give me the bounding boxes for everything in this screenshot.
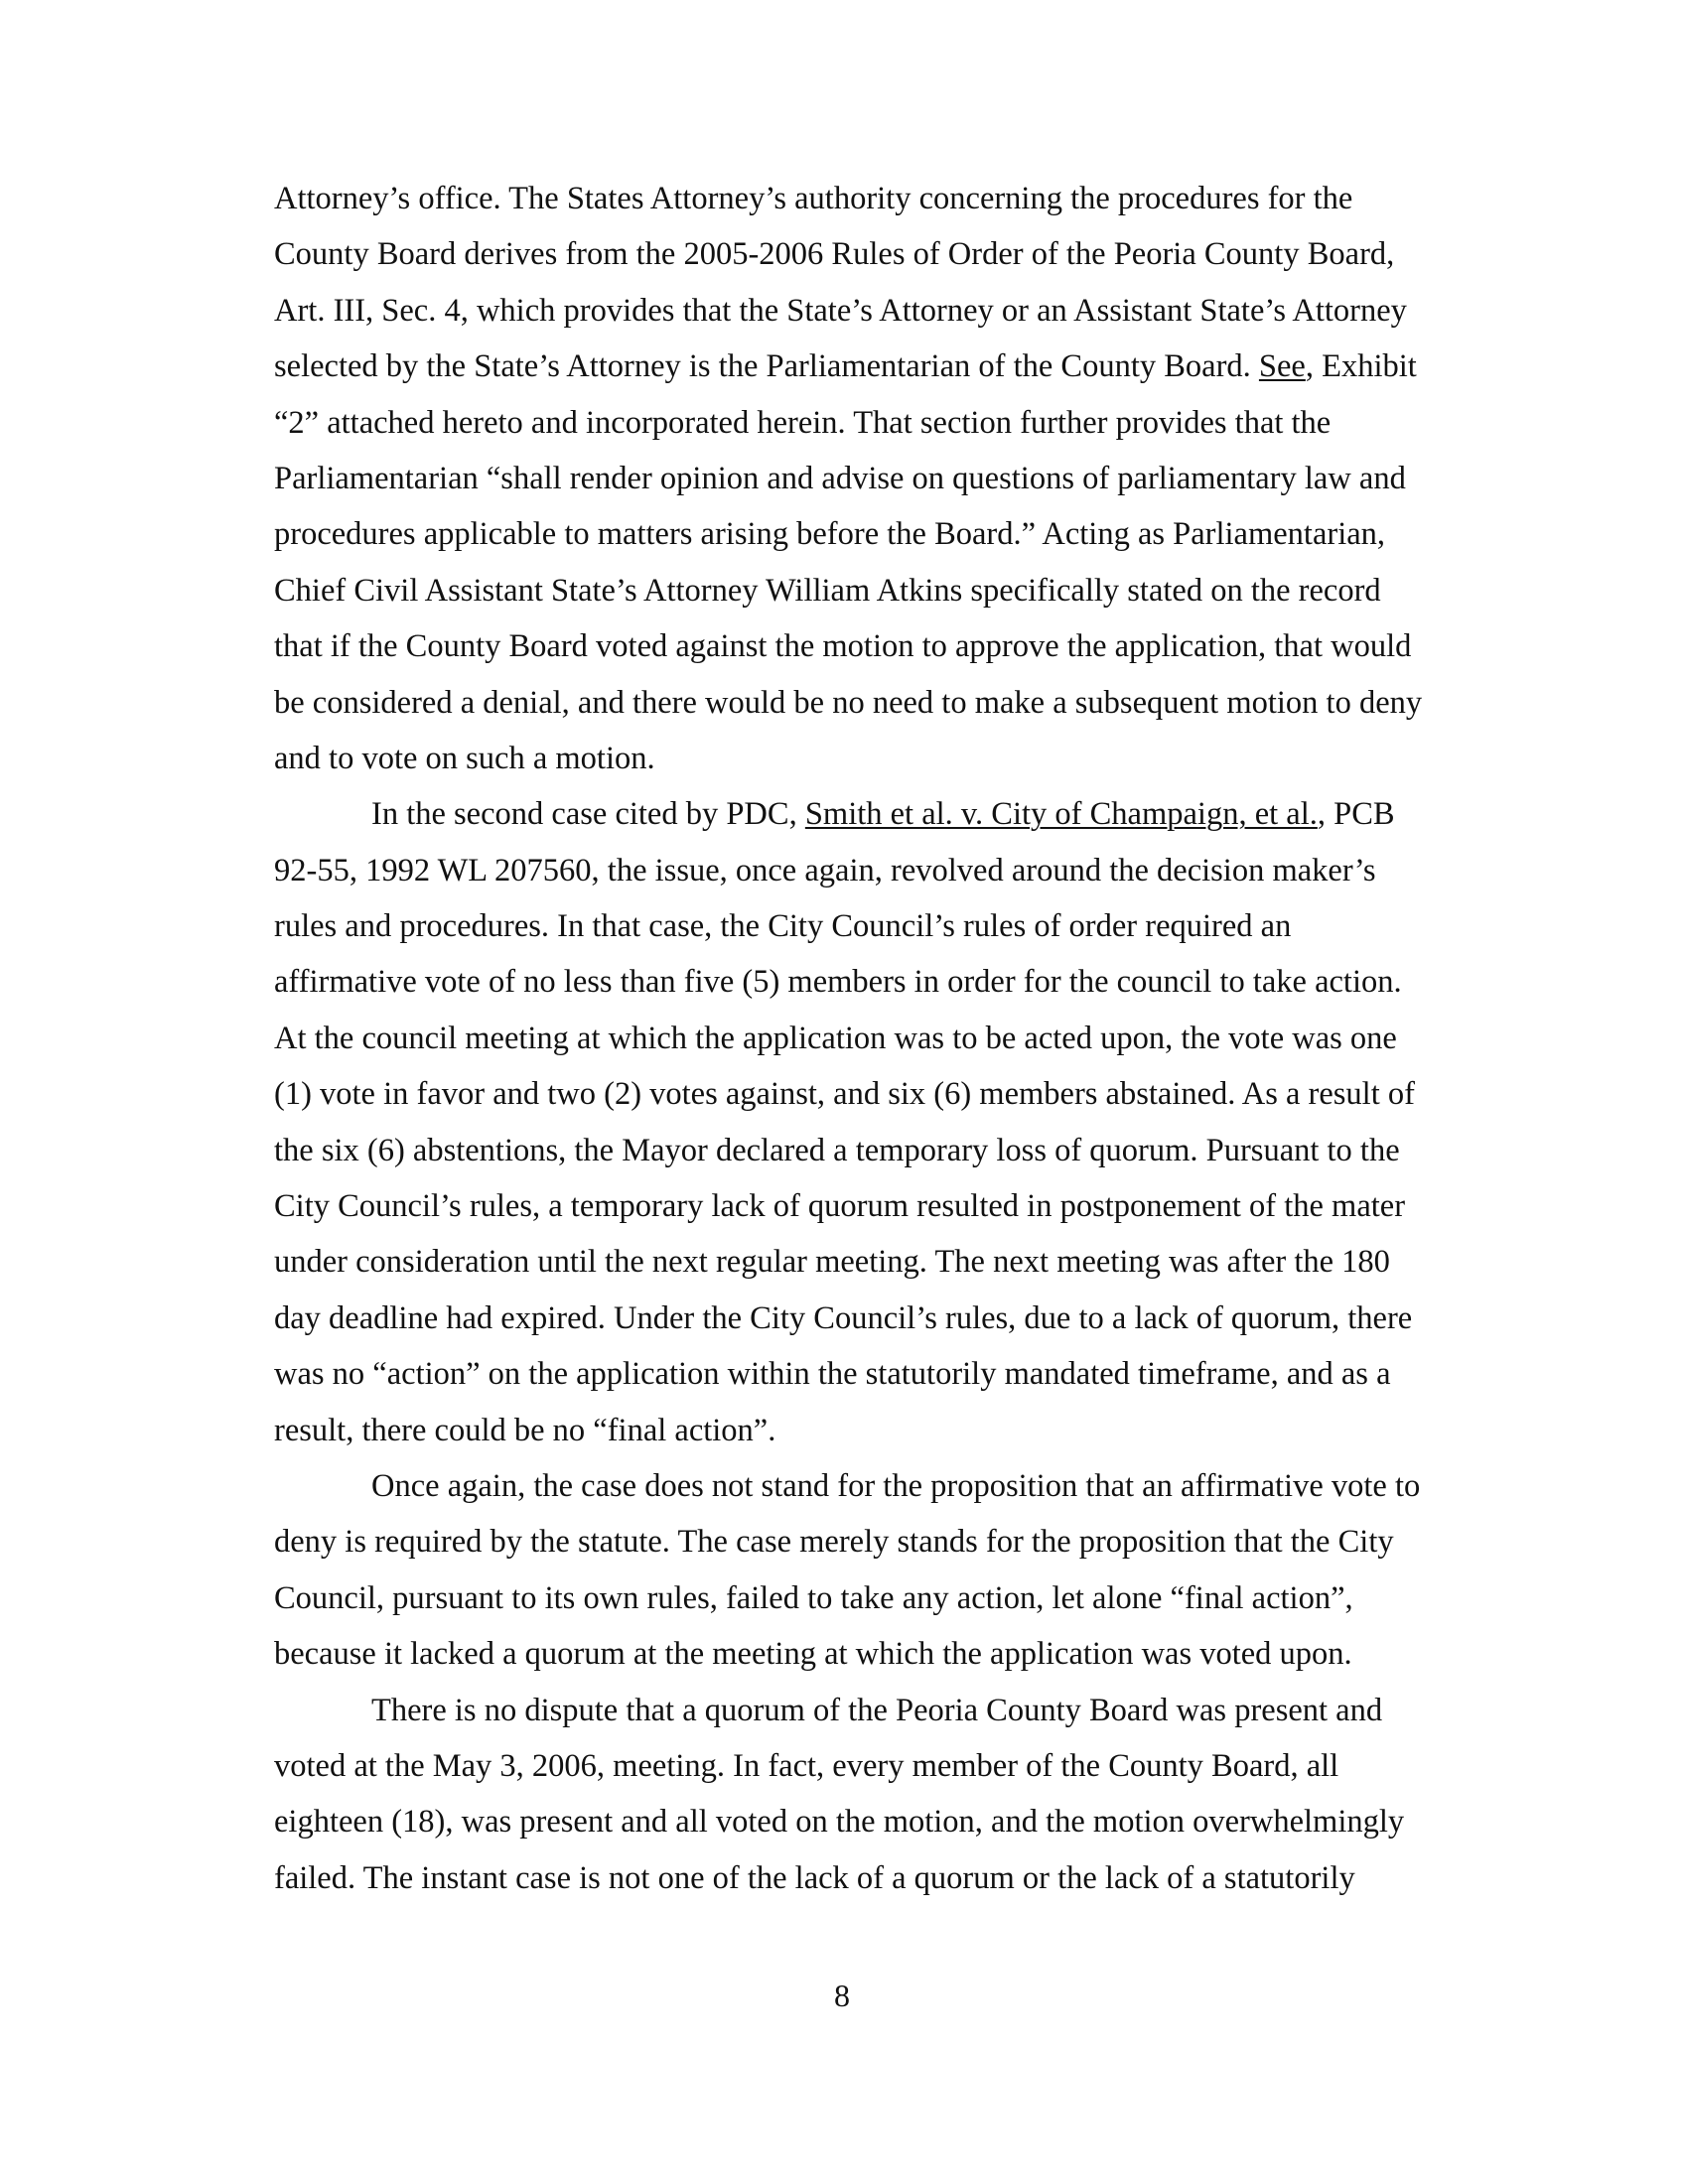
text-segment: result, there could be no “final action”. (274, 1412, 776, 1448)
text-segment: eighteen (18), was present and all voted on the motion, and the motion overwhelmingly (274, 1804, 1405, 1841)
text-segment: Once again, the case does not stand for the proposition that an affirmative vote to (371, 1467, 1421, 1504)
text-segment: There is no dispute that a quorum of the Peoria County Board was present and (371, 1692, 1383, 1728)
text-line (274, 1626, 1446, 1682)
text-segment: under consideration until the next regular meeting. The next meeting was after the 180 (274, 1244, 1390, 1281)
text-line (274, 1570, 1446, 1626)
body-text (274, 171, 1446, 1906)
text-line (274, 1458, 1446, 1514)
text-segment: Art. III, Sec. 4, which provides that the State’s Attorney or an Assistant State’s Attorney (274, 292, 1407, 329)
text-segment: selected by the State’s Attorney is the Parliamentarian of the County Board. (274, 348, 1259, 385)
text-segment: Council, pursuant to its own rules, failed to take any action, let alone “final action”, (274, 1579, 1353, 1616)
text-segment: the six (6) abstentions, the Mayor declared a temporary loss of quorum. Pursuant to the (274, 1132, 1400, 1168)
text-line (274, 731, 1446, 786)
text-segment: affirmative vote of no less than five (5) members in order for the council to take action. (274, 964, 1402, 1001)
text-line (274, 395, 1446, 451)
text-line (274, 1683, 1446, 1738)
text-segment: voted at the May 3, 2006, meeting. In fact, every member of the County Board, all (274, 1747, 1339, 1784)
text-line (274, 451, 1446, 506)
text-segment: “2” attached hereto and incorporated herein. That section further provides that the (274, 404, 1332, 441)
text-line (274, 1291, 1446, 1346)
text-segment: 92-55, 1992 WL 207560, the issue, once again, revolved around the decision maker’s (274, 852, 1376, 888)
text-line (274, 226, 1446, 282)
text-line (274, 618, 1446, 674)
text-line (274, 1234, 1446, 1290)
text-segment: day deadline had expired. Under the City Council’s rules, due to a lack of quorum, there (274, 1299, 1413, 1336)
text-line (274, 563, 1446, 618)
text-line (274, 843, 1446, 898)
text-line (274, 675, 1446, 731)
underlined-citation: Smith et al. v. City of Champaign, et al. (804, 796, 1318, 833)
underlined-citation: See (1258, 348, 1306, 385)
text-segment: , PCB (1317, 796, 1395, 833)
text-segment: because it lacked a quorum at the meeting at which the application was voted upon. (274, 1636, 1352, 1673)
text-segment: Parliamentarian “shall render opinion and advise on questions of parliamentary law and (274, 460, 1406, 496)
text-segment: was no “action” on the application within the statutorily mandated timeframe, and as a (274, 1356, 1391, 1393)
text-line (274, 1403, 1446, 1458)
text-segment: rules and procedures. In that case, the City Council’s rules of order required an (274, 908, 1292, 945)
text-line (274, 1346, 1446, 1402)
text-segment: deny is required by the statute. The case merely stands for the proposition that the City (274, 1524, 1394, 1561)
text-line (274, 1178, 1446, 1234)
text-segment: At the council meeting at which the application was to be acted upon, the vote was one (274, 1020, 1397, 1056)
text-segment: failed. The instant case is not one of the lack of a quorum or the lack of a statutorily (274, 1859, 1355, 1896)
text-line (274, 283, 1446, 339)
text-line (274, 1514, 1446, 1570)
text-line (274, 1011, 1446, 1066)
text-line (274, 506, 1446, 562)
text-line (274, 898, 1446, 954)
text-line (274, 1123, 1446, 1178)
text-line (274, 1794, 1446, 1849)
text-segment: Chief Civil Assistant State’s Attorney William Atkins specifically stated on the record (274, 572, 1381, 609)
text-line (274, 1850, 1446, 1906)
text-segment: (1) vote in favor and two (2) votes against, and six (6) members abstained. As a result of (274, 1076, 1415, 1113)
text-segment: that if the County Board voted against the motion to approve the application, that would (274, 628, 1412, 665)
text-segment: , Exhibit (1305, 348, 1417, 385)
text-segment: County Board derives from the 2005-2006 Rules of Order of the Peoria County Board, (274, 236, 1395, 273)
text-line (274, 954, 1446, 1010)
text-line (274, 1738, 1446, 1794)
text-segment: and to vote on such a motion. (274, 740, 655, 776)
text-segment: procedures applicable to matters arising before the Board.” Acting as Parliamentarian, (274, 516, 1386, 553)
text-line (274, 1066, 1446, 1122)
text-segment: Attorney’s office. The States Attorney’s authority concerning the procedures for the (274, 181, 1353, 216)
page-number: 8 (834, 1978, 850, 2013)
text-segment: In the second case cited by PDC, (371, 796, 805, 833)
text-segment: be considered a denial, and there would be no need to make a subsequent motion to deny (274, 684, 1423, 721)
text-segment: City Council’s rules, a temporary lack of quorum resulted in postponement of the mater (274, 1188, 1406, 1225)
text-line (274, 171, 1446, 226)
text-line (274, 339, 1446, 394)
text-line (274, 786, 1446, 842)
